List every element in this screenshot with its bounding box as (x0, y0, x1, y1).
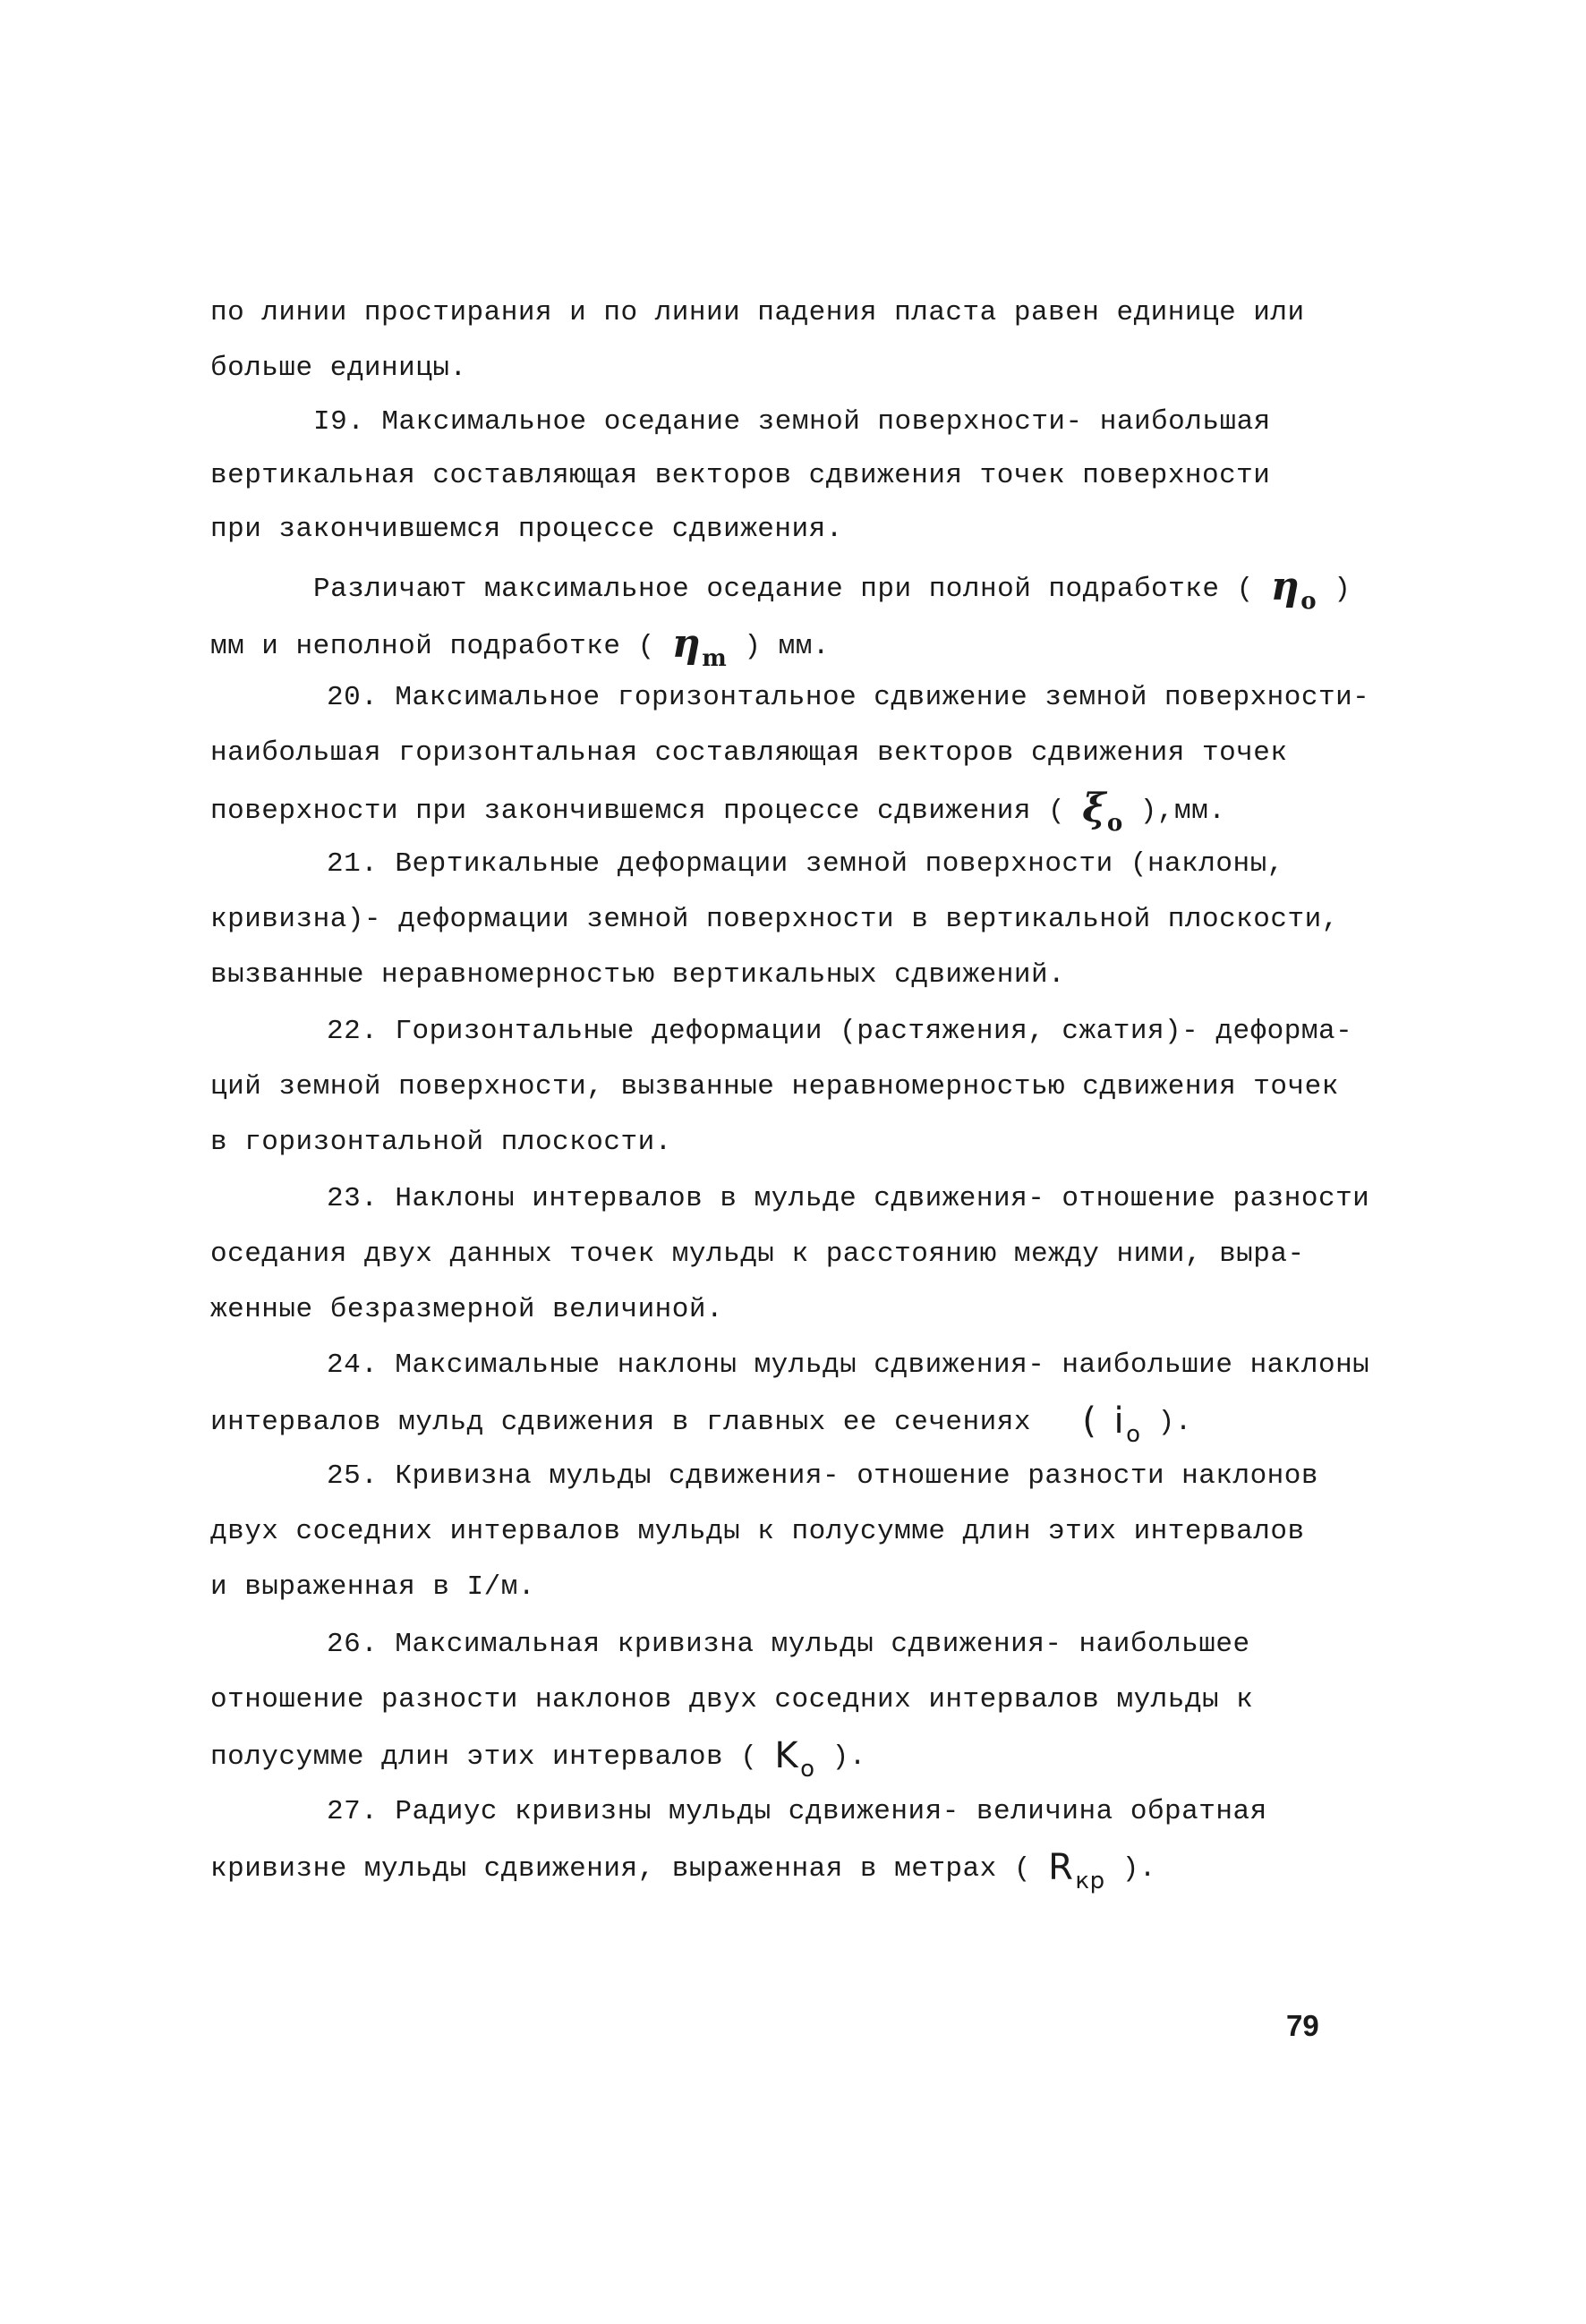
paragraph-23-line: 23. Наклоны интервалов в мульде сдвижения- отношение разности (327, 1183, 1370, 1214)
text-line: интервалов мульд сдвижения в главных ее сечениях ( $i_o$ ). (210, 1400, 1192, 1448)
paragraph-24-line: 24. Максимальные наклоны мульды сдвижения- наибольшие наклоны (327, 1349, 1370, 1381)
text-line: вертикальная составляющая векторов сдвижения точек поверхности (210, 460, 1271, 491)
paragraph-26-line: 26. Максимальная кривизна мульды сдвижения- наибольшее (327, 1629, 1250, 1660)
text-line: двух соседних интервалов мульды к полусумме длин этих интервалов (210, 1516, 1305, 1547)
eta-m-symbol: $\eta_m$ (671, 621, 728, 672)
text-line: кривизне мульды сдвижения, выраженная в метрах ( $R_{кр}$ ). (210, 1847, 1156, 1894)
eta-o-symbol: $\eta_o$ (1270, 564, 1317, 615)
k-o-symbol: $K_o$ (774, 1735, 815, 1783)
r-kr-symbol: $R_{кр}$ (1048, 1847, 1105, 1894)
text-line: поверхности при закончившемся процессе сдвижения ( $\xi_o$ ),мм. (210, 786, 1226, 837)
paragraph-25-line: 25. Кривизна мульды сдвижения- отношение разности наклонов (327, 1460, 1318, 1492)
text-line: Различают максимальное оседание при полной подработке ( $\eta_o$ ) (313, 564, 1352, 615)
text-line: мм и неполной подработке ( $\eta_m$ ) мм. (210, 621, 830, 672)
text-line: вызванные неравномерностью вертикальных сдвижений. (210, 959, 1066, 991)
page-number: 79 (1286, 2009, 1319, 2042)
xi-o-symbol: $\xi_o$ (1082, 786, 1123, 837)
paragraph-27-line: 27. Радиус кривизны мульды сдвижения- величина обратная (327, 1796, 1267, 1827)
text-line: женные безразмерной величиной. (210, 1294, 724, 1325)
text-line: при закончившемся процессе сдвижения. (210, 514, 843, 545)
text-line: полусумме длин этих интервалов ( $K_o$ ). (210, 1735, 866, 1783)
paragraph-22-line: 22. Горизонтальные деформации (растяжения, сжатия)- деформа- (327, 1016, 1353, 1047)
text-line: больше единицы. (210, 353, 467, 384)
text-line: в горизонтальной плоскости. (210, 1127, 672, 1158)
text-line: по линии простирания и по линии падения пласта равен единице или (210, 297, 1305, 328)
text-line: оседания двух данных точек мульды к расстоянию между ними, выра- (210, 1239, 1305, 1270)
text-line: и выраженная в I/м. (210, 1571, 535, 1603)
paragraph-20-line: 20. Максимальное горизонтальное сдвижение земной поверхности- (327, 682, 1370, 713)
text-line: отношение разности наклонов двух соседних интервалов мульды к (210, 1684, 1254, 1715)
text-line: кривизна)- деформации земной поверхности в вертикальной плоскости, (210, 904, 1339, 935)
paragraph-19-line: I9. Максимальное оседание земной поверхности- наибольшая (313, 406, 1271, 438)
i-o-symbol: $i_o$ (1113, 1400, 1141, 1448)
paragraph-21-line: 21. Вертикальные деформации земной поверхности (наклоны, (327, 848, 1284, 880)
text-line: ций земной поверхности, вызванные неравномерностью сдвижения точек (210, 1071, 1339, 1102)
text-line: наибольшая горизонтальная составляющая векторов сдвижения точек (210, 737, 1288, 769)
